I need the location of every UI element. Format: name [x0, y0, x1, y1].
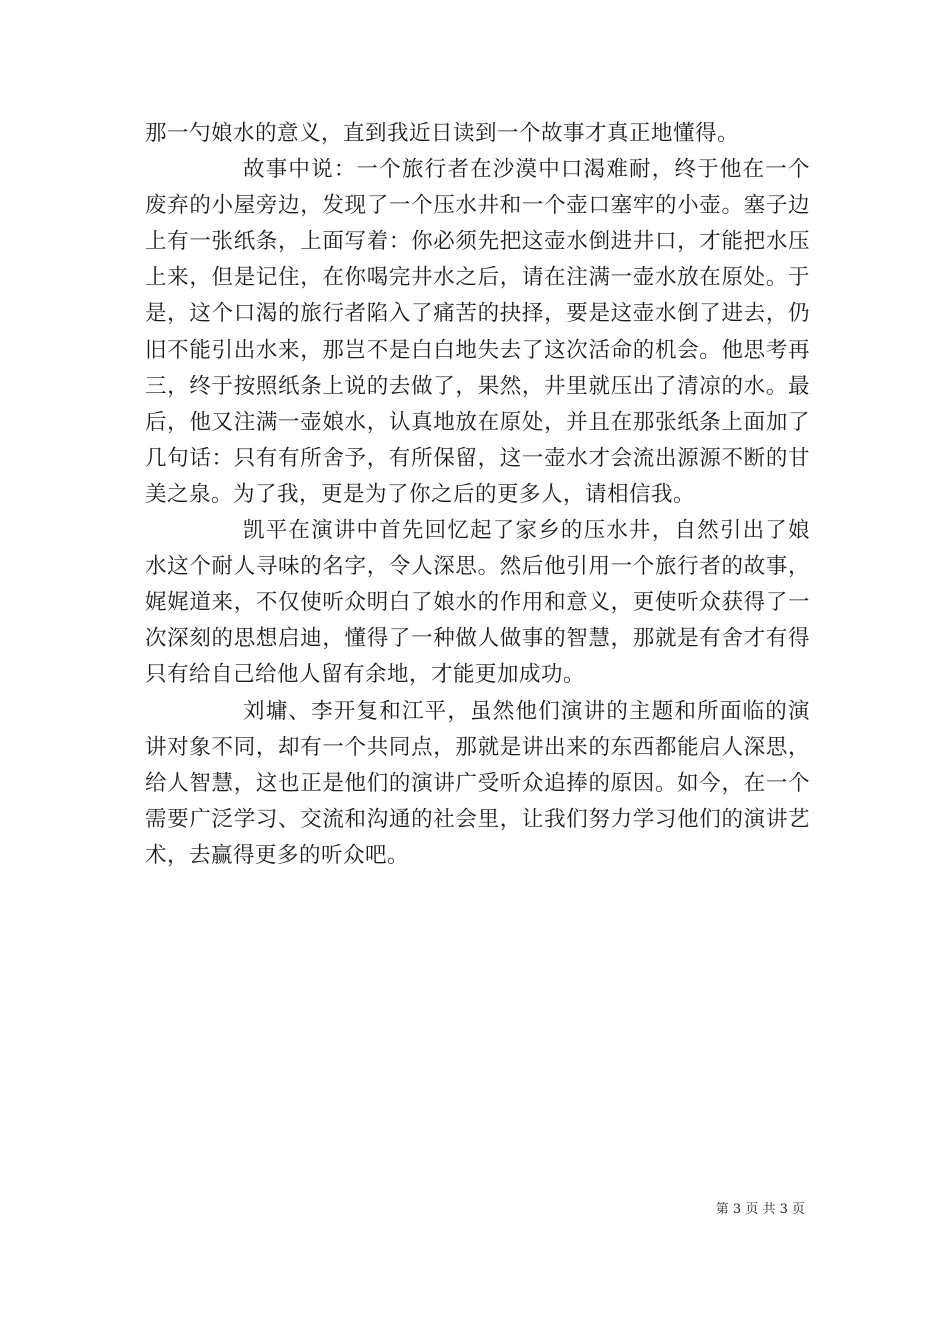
paragraph-4: 刘墉、李开复和江平，虽然他们演讲的主题和所面临的演讲对象不同，却有一个共同点，那就是讲出来的东西都能启人深思，给人智慧，这也正是他们的演讲广受听众追捧的原因。如今，在一个需要广泛学习、交流和沟通的社会里，让我们努力学习他们的演讲艺术，去赢得更多的听众吧。 [145, 698, 810, 868]
page-number-label: 第 3 页 共 3 页 [715, 1202, 805, 1217]
page-footer [0, 1201, 805, 1219]
paragraph-1: 那一勺娘水的意义，直到我近日读到一个故事才真正地懂得。 [145, 121, 740, 146]
paragraph-2: 故事中说：一个旅行者在沙漠中口渴难耐，终于他在一个废弃的小屋旁边，发现了一个压水井和一个壶口塞牢的小壶。塞子边上有一张纸条，上面写着：你必须先把这壶水倒进井口，才能把水压上来，但是记住，在你喝完井水之后，请在注满一壶水放在原处。于是，这个口渴的旅行者陷入了痛苦的抉择，要是这壶水倒了进去，仍旧不能引出水来，那岂不是白白地失去了这次活命的机会。他思考再三，终于按照纸条上说的去做了，果然，井里就压出了清凉的水。最后，他又注满一壶娘水，认真地放在原处，并且在那张纸条上面加了几句话：只有有所舍予，有所保留，这一壶水才会流出源源不断的甘美之泉。为了我，更是为了你之后的更多人，请相信我。 [145, 157, 810, 507]
document-body [145, 116, 810, 874]
paragraph-3: 凯平在演讲中首先回忆起了家乡的压水井，自然引出了娘水这个耐人寻味的名字，令人深思。然后他引用一个旅行者的故事，娓娓道来，不仅使听众明白了娘水的作用和意义，更使听众获得了一次深刻的思想启迪，懂得了一种做人做事的智慧，那就是有舍才有得只有给自己给他人留有余地，才能更加成功。 [145, 518, 810, 688]
